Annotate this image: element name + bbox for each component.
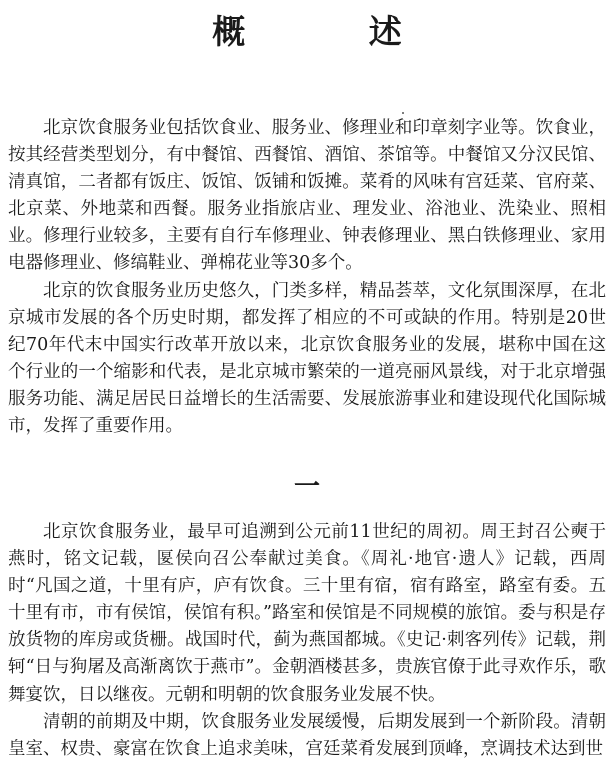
paragraph: 北京的饮食服务业历史悠久，门类多样，精品荟萃，文化氛围深厚，在北京城市发展的各个历史时期，都发挥了相应的不可或缺的作用。特别是20世纪70年代末中国实行改革开放以来，北京饮食服务业的发展，堪称中国在这个行业的一个缩影和代表，是北京城市繁荣的一道亮丽风景线，对于北京增强服务功能、满足居民日益增长的生活需要、发展旅游事业和建设现代化国际城市，发挥了重要作用。 <box>8 280 606 437</box>
section-overview-text <box>8 115 606 440</box>
page-title: 概 述 <box>212 12 458 51</box>
paragraph: 北京饮食服务业，最早可追溯到公元前11世纪的周初。周王封召公奭于燕时，铭文记载，匽侯向召公奉献过美食。《周礼·地官·遗人》记载，西周时“凡国之道，十里有庐，庐有饮食。三十里有宿，宿有路室，路室有委。五十里有市，市有侯馆，侯馆有积。”路室和侯馆是不同规模的旅馆。委与积是存放货物的库房或货栅。战国时代，蓟为燕国都城。《史记·刺客列传》记载，荆轲“日与狗屠及高渐离饮于燕市”。金朝酒楼甚多，贵族官僚于此寻欢作乐，歌舞宴饮，日以继夜。元朝和明朝的饮食服务业发展不快。 <box>8 522 606 705</box>
paragraph: 北京饮食服务业包括饮食业、服务业、修理业和印章刻字业等。饮食业，按其经营类型划分，有中餐馆、西餐馆、酒馆、茶馆等。中餐馆又分汉民馆、清真馆，二者都有饭庄、饭馆、饭铺和饭摊。菜肴的风味有宫廷菜、官府菜、北京菜、外地菜和西餐。服务业指旅店业、理发业、浴池业、洗染业、照相业。修理行业较多，主要有自行车修理业、钟表修理业、黑白铁修理业、家用电器修理业、修缟鞋业、弹棉花业等30多个。 <box>8 118 606 274</box>
section-one-text <box>8 519 606 763</box>
paragraph: 清朝的前期及中期，饮食服务业发展缓慢，后期发展到一个新阶段。清朝皇室、权贵、豪富在饮食上追求美味，宫廷菜肴发展到顶峰，烹调技术达到世 <box>8 711 606 759</box>
print-speck <box>402 112 404 114</box>
section-number-heading: 一 <box>293 472 320 502</box>
